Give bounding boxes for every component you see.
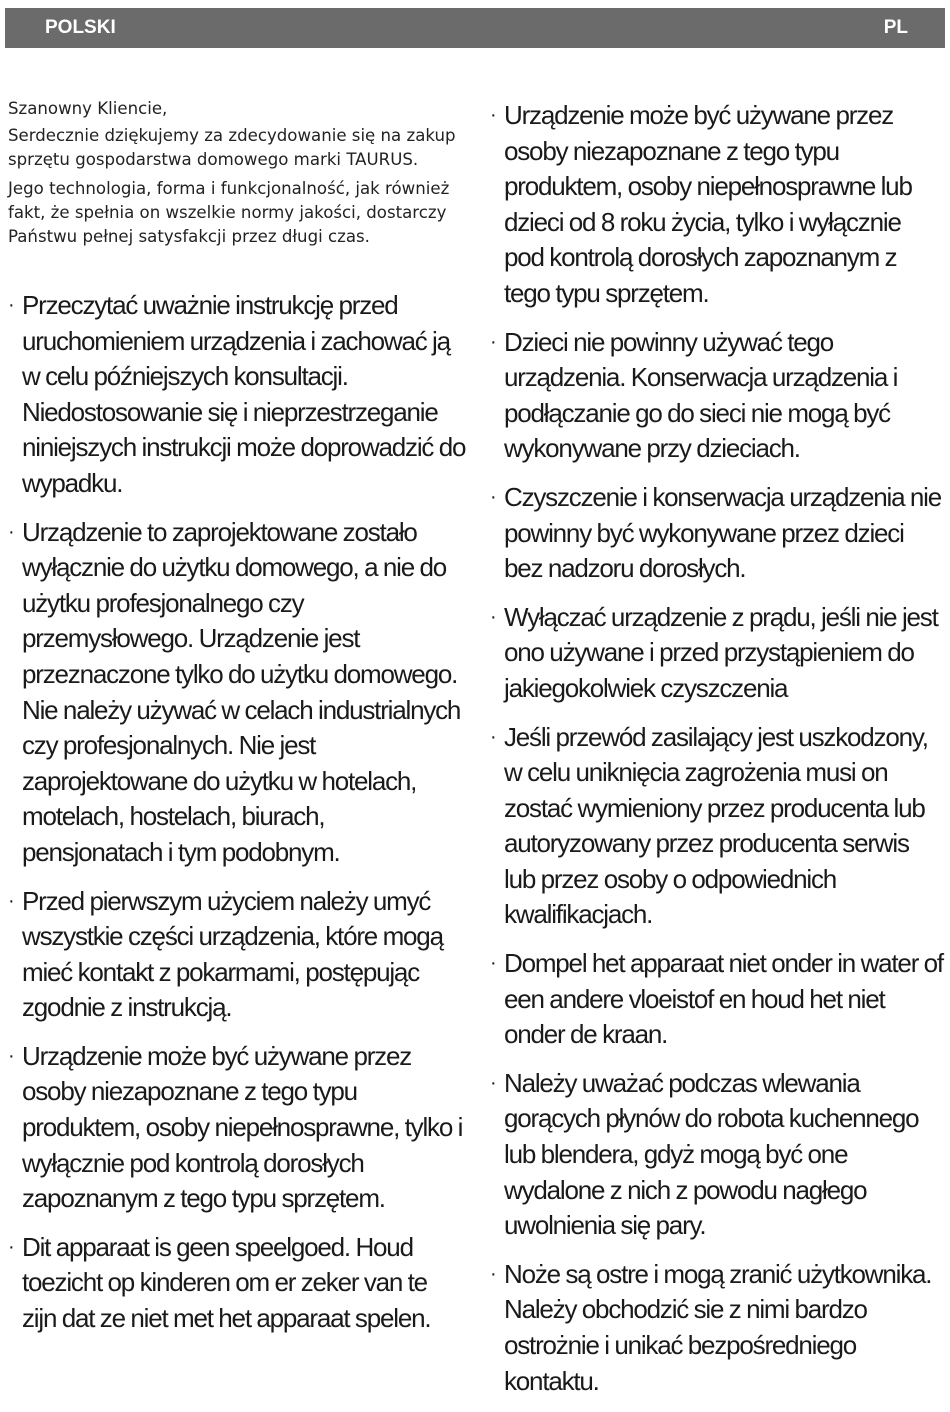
list-item-text: Noże są ostre i mogą zranić użytkownika. Należy obchodzić sie z nimi bardzo ostrożnie i unikać bezpośredniego kontaktu. [504,1258,932,1396]
right-column [490,98,945,1412]
bullet-marker: · [490,104,497,126]
language-label: POLSKI [45,17,116,38]
list-item-text: Jeśli przewód zasilający jest uszkodzony, w celu uniknięcia zagrożenia musi on zostać wymieniony przez producenta lub autoryzowany przez producenta serwis lub przez osoby o odpowiednich kwalifikacjach. [504,721,928,930]
bullet-marker: · [490,1262,497,1285]
list-item [490,946,945,1053]
list-item [490,600,945,707]
list-item [8,515,466,871]
list-item [490,1066,945,1244]
bullet-marker: · [8,1044,15,1067]
bullet-marker: · [8,294,15,316]
greeting: Szanowny Kliencie, [8,99,168,118]
list-item [490,480,945,587]
list-item-text: Dit apparaat is geen speelgoed. Houd toezicht op kinderen om er zeker van te zijn dat ze niet met het apparaat spelen. [22,1231,431,1334]
language-code: PL [883,17,908,38]
list-item [490,1257,945,1399]
list-item-text: Wyłączać urządzenie z prądu, jeśli nie jest ono używane i przed przystąpieniem do jakiegokolwiek czyszczenia [504,601,938,703]
list-item-text: Urządzenie może być używane przez osoby niezapoznane z tego typu produktem, osoby niepełnosprawne, tylko i wyłącznie pod kontrolą dorosłych zapoznanym z tego typu sprzętem. [22,1040,463,1214]
page-header-bar [5,8,945,48]
safety-list-left [8,288,466,1337]
list-item-text: Dzieci nie powinny używać tego urządzenia. Konserwacja urządzenia i podłączanie go do sieci nie mogą być wykonywane przy dzieciach. [504,326,898,464]
list-item [8,288,466,502]
intro-paragraph-thanks: Serdecznie dziękujemy za zdecydowanie się na zakup sprzętu gospodarstwa domowego marki TAURUS. [8,126,456,169]
intro-text [8,97,466,249]
bullet-marker: · [490,952,497,975]
list-item-text: Należy uważać podczas wlewania gorących płynów do robota kuchennego lub blendera, gdyż mogą być one wydalone z nich z powodu nagłego uwolnienia się pary. [504,1067,919,1241]
list-item [8,1230,466,1337]
bullet-marker: · [8,889,15,912]
list-item-text: Przeczytać uważnie instrukcję przed uruchomieniem urządzenia i zachować ją w celu późniejszych konsultacji. Niedostosowanie się i nieprzestrzeganie niniejszych instrukcji może doprowadzić do wypadku. [22,290,466,498]
left-column [8,97,466,1350]
bullet-marker: · [490,485,497,508]
bullet-marker: · [8,1235,15,1258]
list-item-text: Dompel het apparaat niet onder in water of een andere vloeistof en houd het niet onder de kraan. [504,948,943,1050]
bullet-marker: · [490,725,497,748]
list-item [490,720,945,934]
bullet-marker: · [8,520,15,543]
bullet-marker: · [490,330,497,353]
list-item-text: Urządzenie może być używane przez osoby niezapoznane z tego typu produktem, osoby niepełnosprawne lub dzieci od 8 roku życia, tylko i wyłącznie pod kontrolą dorosłych zapoznanym z tego typu sprzętem. [504,100,912,308]
list-item-text: Czyszczenie i konserwacja urządzenia nie powinny być wykonywane przez dzieci bez nadzoru dorosłych. [504,481,942,584]
bullet-marker: · [490,1071,497,1094]
list-item [8,884,466,1026]
list-item [490,98,945,312]
bullet-marker: · [490,605,497,628]
list-item-text: Urządzenie to zaprojektowane zostało wyłącznie do użytku domowego, a nie do użytku profesjonalnego czy przemysłowego. Urządzenie jest przeznaczone tylko do użytku domowego. Nie należy używać w celach industrialnych czy profesjonalnych. Nie jest zaprojektowane do użytku w hotelach, motelach, hostelach, biurach, pensjonatach i tym podobnym. [22,516,461,867]
safety-list-right [490,98,945,1399]
intro-paragraph-quality: Jego technologia, forma i funkcjonalność, jak również fakt, że spełnia on wszelkie normy jakości, dostarczy Państwu pełnej satysfakcji przez długi czas. [8,179,450,246]
list-item-text: Przed pierwszym użyciem należy umyć wszystkie części urządzenia, które mogą mieć kontakt z pokarmami, postępując zgodnie z instrukcją. [22,885,443,1023]
list-item [8,1039,466,1217]
list-item [490,325,945,467]
